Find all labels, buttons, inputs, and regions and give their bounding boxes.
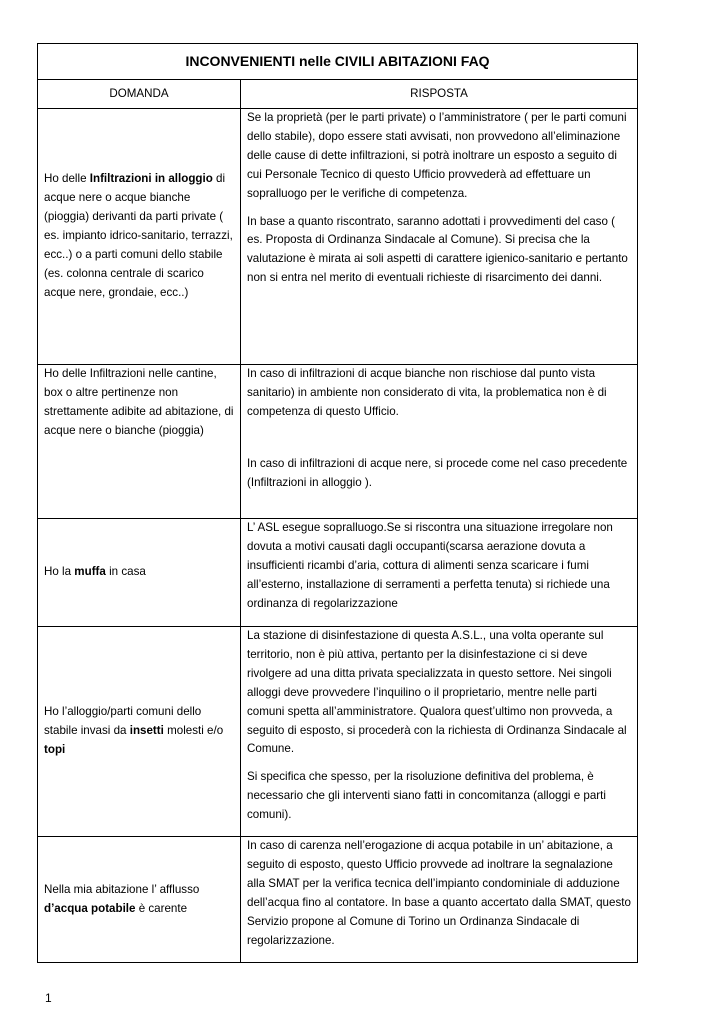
answer-paragraph: Si specifica che spesso, per la risoluzione definitiva del problema, è necessario che gli interventi siano fatti in concomitanza (alloggi e parti comuni).	[247, 770, 606, 822]
answer-cell	[241, 109, 638, 365]
answer-paragraph: In caso di carenza nell’erogazione di acqua potabile in un’ abitazione, a seguito di esposto, questo Ufficio provvede ad inoltrare la segnalazione alla SMAT per la verifica tecnica dell’impianto condominiale di adduzione dell’acqua fino al contatore. In base a quanto accertato dalla SMAT, questo Servizio propone al Comune di Torino un Ordinanza Sindacale di regolarizzazione.	[247, 839, 631, 947]
question-cell: Ho delle Infiltrazioni in alloggio di acque nere o acque bianche (pioggia) derivanti da parti private ( es. impianto idrico-sanitario, terrazzi, ecc..) o a parti comuni dello stabile (es. colonna centrale di scarico acque nere, grondaie, ecc..)	[38, 109, 241, 365]
faq-table	[37, 43, 638, 963]
page-number: 1	[45, 991, 52, 1005]
answer-cell	[241, 519, 638, 627]
table-row	[38, 365, 638, 519]
answer-paragraph: La stazione di disinfestazione di questa A.S.L., una volta operante sul territorio, non è più attiva, pertanto per la disinfestazione ci si deve rivolgere ad una ditta privata specializzata in questo settore. Nei singoli alloggi deve provvedere l’inquilino o il proprietario, mentre nelle parti comuni spetta all’amministratore. Qualora quest’ultimo non provveda, a seguito di esposto, si procederà con la richiesta di Ordinanza Sindacale al Comune.	[247, 629, 627, 756]
header-answer: RISPOSTA	[241, 80, 638, 109]
document-title: INCONVENIENTI nelle CIVILI ABITAZIONI FAQ	[38, 44, 638, 80]
answer-paragraph: In base a quanto riscontrato, saranno adottati i provvedimenti del caso ( es. Proposta di Ordinanza Sindacale al Comune). Si precisa che la valutazione è mirata ai soli aspetti di carattere igienico-sanitario e pertanto non si entra nel merito di eventuali richieste di risarcimento dei danni.	[247, 214, 628, 285]
question-cell: Nella mia abitazione l’ afflusso d’acqua potabile è carente	[38, 837, 241, 963]
answer-paragraph: L’ ASL esegue sopralluogo.Se si riscontra una situazione irregolare non dovuta a motivi causati dagli occupanti(scarsa aerazione dovuta a insufficienti ricambi d’aria, cottura di alimenti senza scaricare i fumi all’esterno, installazione di serramenti a perfetta tenuta) si richiede una ordinanza di regolarizzazione	[247, 521, 613, 610]
answer-cell	[241, 837, 638, 963]
answer-paragraph: In caso di infiltrazioni di acque nere, si procede come nel caso precedente (Infiltrazioni in alloggio ).	[247, 456, 628, 489]
answer-paragraph: In caso di infiltrazioni di acque bianche non rischiose dal punto vista sanitario) in ambiente non considerato di vita, la problematica non è di competenza di questo Ufficio.	[247, 367, 607, 418]
question-cell: Ho l’alloggio/parti comuni dello stabile invasi da insetti molesti e/o topi	[38, 627, 241, 837]
answer-cell	[241, 365, 638, 519]
question-cell: Ho delle Infiltrazioni nelle cantine, box o altre pertinenze non strettamente adibite ad abitazione, di acque nere o bianche (pioggia)	[38, 365, 241, 519]
table-row	[38, 519, 638, 627]
table-row	[38, 109, 638, 365]
header-question: DOMANDA	[38, 80, 241, 109]
table-row	[38, 837, 638, 963]
question-cell: Ho la muffa in casa	[38, 519, 241, 627]
answer-cell	[241, 627, 638, 837]
table-row	[38, 627, 638, 837]
answer-paragraph: Se la proprietà (per le parti private) o l’amministratore ( per le parti comuni dello stabile), dopo essere stati avvisati, non provvedono all’eliminazione delle cause di dette infiltrazioni, si potrà inoltrare un esposto a seguito di cui Personale Tecnico di questo Ufficio provvederà ad effettuare un sopralluogo per le verifiche di competenza.	[247, 111, 627, 200]
